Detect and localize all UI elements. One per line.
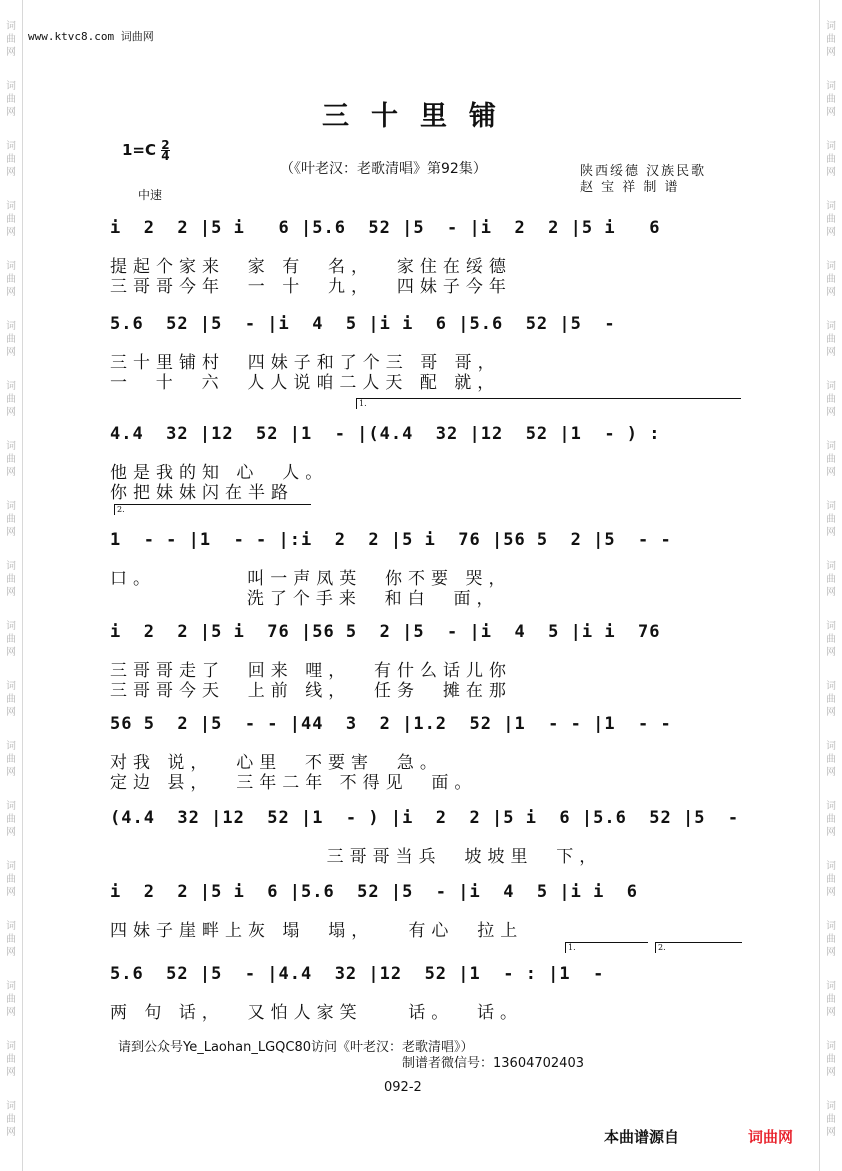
watermark-text: 词 曲 网 bbox=[6, 561, 16, 598]
notation-text: 56 5 2 |5 - - |44 3 2 |1.2 52 |1 - - |1 - - bbox=[110, 714, 672, 734]
watermark-text: 词 曲 网 bbox=[826, 441, 836, 478]
watermark-text: 词 曲 网 bbox=[826, 981, 836, 1018]
lyric-line: 三十里铺村 四妹子和了个三 哥 哥， bbox=[110, 353, 501, 373]
arranger-credit: 赵 宝 祥 制 谱 bbox=[580, 180, 680, 195]
notation-text: 1 - - |1 - - |:i 2 2 |5 i 76 |56 5 2 |5 - - bbox=[110, 530, 672, 550]
right-margin-line bbox=[819, 0, 820, 1171]
right-watermark bbox=[824, 20, 838, 1160]
watermark-text: 词 曲 网 bbox=[6, 261, 16, 298]
notation-text: i 2 2 |5 i 76 |56 5 2 |5 - |i 4 5 |i i 76 bbox=[110, 622, 661, 642]
watermark-text: 词 曲 网 bbox=[6, 81, 16, 118]
notation-text: i 2 2 |5 i 6 |5.6 52 |5 - |i 4 5 |i i 6 bbox=[110, 882, 639, 902]
watermark-text: 词 曲 网 bbox=[6, 921, 16, 958]
watermark-text: 词 曲 网 bbox=[826, 501, 836, 538]
watermark-text: 词 曲 网 bbox=[6, 741, 16, 778]
time-bottom: 4 bbox=[161, 149, 170, 163]
watermark-text: 词 曲 网 bbox=[826, 1101, 836, 1138]
left-watermark bbox=[4, 20, 18, 1160]
watermark-text: 词 曲 网 bbox=[826, 141, 836, 178]
watermark-text: 词 曲 网 bbox=[6, 321, 16, 358]
footer-wechat: 制谱者微信号：13604702403 bbox=[402, 1056, 584, 1071]
notation-line bbox=[110, 964, 742, 990]
time-signature bbox=[161, 140, 169, 161]
notation-line bbox=[110, 218, 742, 244]
watermark-text: 词 曲 网 bbox=[6, 681, 16, 718]
watermark-text: 词 曲 网 bbox=[826, 681, 836, 718]
watermark-text: 词 曲 网 bbox=[6, 801, 16, 838]
watermark-text: 词 曲 网 bbox=[826, 381, 836, 418]
lyric-line: 三哥哥今天 上前 线， 任务 摊在那 bbox=[110, 681, 512, 701]
lyric-line: 你把妹妹闪在半路 bbox=[110, 483, 294, 503]
source-subtitle: （《叶老汉：老歌清唱》第92集） bbox=[280, 161, 487, 177]
notation-line bbox=[110, 714, 742, 740]
watermark-text: 词 曲 网 bbox=[826, 321, 836, 358]
notation-text: 5.6 52 |5 - |i 4 5 |i i 6 |5.6 52 |5 - bbox=[110, 314, 616, 334]
lyric-line: 对我 说， 心里 不要害 急。 bbox=[110, 753, 443, 773]
watermark-text: 词 曲 网 bbox=[826, 261, 836, 298]
lyric-line: 他是我的知 心 人。 bbox=[110, 463, 329, 483]
tempo-marking: 中速 bbox=[138, 188, 163, 202]
source-label: 本曲谱源自 bbox=[604, 1128, 680, 1146]
watermark-text: 词 曲 网 bbox=[826, 201, 836, 238]
watermark-text: 词 曲 网 bbox=[826, 21, 836, 58]
watermark-text: 词 曲 网 bbox=[6, 141, 16, 178]
notation-text: (4.4 32 |12 52 |1 - ) |i 2 2 |5 i 6 |5.6 52 |5 - bbox=[110, 808, 740, 828]
watermark-text: 词 曲 网 bbox=[826, 1041, 836, 1078]
watermark-text: 词 曲 网 bbox=[6, 441, 16, 478]
notation-line bbox=[110, 530, 742, 556]
watermark-text: 词 曲 网 bbox=[826, 861, 836, 898]
notation-line bbox=[110, 808, 742, 834]
notation-text: i 2 2 |5 i 6 |5.6 52 |5 - |i 2 2 |5 i 6 bbox=[110, 218, 661, 238]
first-ending-bracket-final: 1. bbox=[565, 942, 648, 953]
notation-line bbox=[110, 314, 742, 340]
origin-credit: 陕西绥德 汉族民歌 bbox=[580, 164, 707, 179]
watermark-text: 词 曲 网 bbox=[6, 621, 16, 658]
watermark-text: 词 曲 网 bbox=[6, 21, 16, 58]
time-top: 2 bbox=[161, 138, 170, 152]
second-ending-bracket: 2. bbox=[114, 504, 311, 515]
watermark-text: 词 曲 网 bbox=[826, 621, 836, 658]
watermark-text: 词 曲 网 bbox=[6, 501, 16, 538]
lyric-line: 两 句 话， 又怕人家笑 话。 话。 bbox=[110, 1003, 524, 1023]
watermark-text: 词 曲 网 bbox=[826, 921, 836, 958]
song-title: 三十里铺 bbox=[322, 101, 518, 132]
lyric-line: 一 十 六 人人说咱二人天 配 就， bbox=[110, 373, 501, 393]
lyric-line: 口。 叫一声凤英 你不要 哭， bbox=[110, 569, 512, 589]
brand-name[interactable]: 词曲网 bbox=[748, 1128, 794, 1146]
notation-text: 4.4 32 |12 52 |1 - |(4.4 32 |12 52 |1 - ) : bbox=[110, 424, 661, 444]
first-ending-bracket: 1. bbox=[356, 398, 741, 409]
watermark-text: 词 曲 网 bbox=[826, 801, 836, 838]
page-number: 092-2 bbox=[384, 1080, 422, 1095]
lyric-line: 洗了个手来 和白 面， bbox=[110, 589, 500, 609]
notation-line bbox=[110, 622, 742, 648]
footer-note: 请到公众号Ye_Laohan_LGQC80访问《叶老汉：老歌清唱》） bbox=[118, 1040, 474, 1055]
watermark-text: 词 曲 网 bbox=[826, 741, 836, 778]
watermark-text: 词 曲 网 bbox=[826, 81, 836, 118]
site-header: www.ktvc8.com 词曲网 bbox=[28, 30, 154, 43]
notation-line bbox=[110, 424, 742, 450]
left-margin-line bbox=[22, 0, 23, 1171]
second-ending-bracket-final: 2. bbox=[655, 942, 742, 953]
watermark-text: 词 曲 网 bbox=[826, 561, 836, 598]
lyric-line: 定边 县， 三年二年 不得见 面。 bbox=[110, 773, 478, 793]
watermark-text: 词 曲 网 bbox=[6, 981, 16, 1018]
lyric-line: 提起个家来 家 有 名， 家住在绥德 bbox=[110, 257, 512, 277]
key-signature bbox=[122, 140, 170, 161]
lyric-line: 三哥哥当兵 坡坡里 下， bbox=[110, 847, 603, 867]
notation-line bbox=[110, 882, 742, 908]
lyric-line: 三哥哥今年 一 十 九， 四妹子今年 bbox=[110, 277, 512, 297]
notation-text: 5.6 52 |5 - |4.4 32 |12 52 |1 - : |1 - bbox=[110, 964, 605, 984]
watermark-text: 词 曲 网 bbox=[6, 1041, 16, 1078]
watermark-text: 词 曲 网 bbox=[6, 1101, 16, 1138]
lyric-line: 四妹子崖畔上灰 塌 塌， 有心 拉上 bbox=[110, 921, 524, 941]
lyric-line: 三哥哥走了 回来 哩， 有什么话儿你 bbox=[110, 661, 513, 681]
watermark-text: 词 曲 网 bbox=[6, 381, 16, 418]
watermark-text: 词 曲 网 bbox=[6, 201, 16, 238]
watermark-text: 词 曲 网 bbox=[6, 861, 16, 898]
key-label: 1=C bbox=[122, 141, 157, 159]
